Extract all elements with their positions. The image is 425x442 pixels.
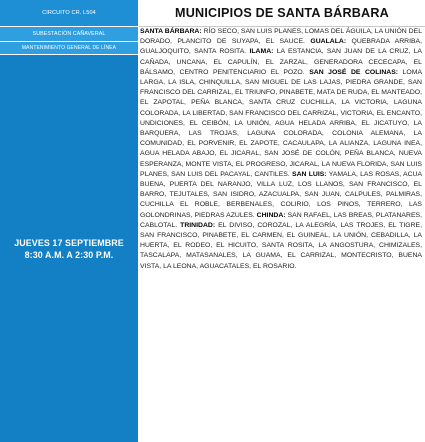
schedule-date: JUEVES 17 SEPTIEMBRE <box>14 237 124 248</box>
municipio-places: SAN RAFAEL, LAS BREAS, PLATANARES, CABLOTAL. <box>140 211 422 229</box>
municipio-places: EL DIVISO, COROZAL, LA ALEGRÍA, LAS TROJES, EL TIGRE, SAN FRANCISCO, PINABETE, EL CARMEN, EL GUINEAL, LA UNIÓN, CEBADILLA, LA HUERTA, EL RODEO, EL HICUITO, SANTA ROSITA, LA ANGOSTURA, CHIMIZALES, TASCALAPA, MATASANALES, LA GUAMA, EL CARRIZAL, MONTECRISTO, BUENA VISTA, LA LEONA, AGUACATALES, EL ROSARIO. <box>140 221 422 270</box>
municipio-name: SAN LUIS: <box>292 170 327 178</box>
substation-label: SUBESTACIÓN CAÑAVERAL <box>0 27 138 41</box>
municipio-name: CHINDA: <box>256 211 286 219</box>
municipio-places: RÍO SECO, SAN LUIS PLANES, LOMAS DEL ÁGUILA, LA UNIÓN DEL DORADO, PLANCITO DE SUYAPA, EL SAUCE. <box>140 28 422 46</box>
places-list <box>140 27 422 441</box>
municipio-places: YAMALA, LAS ROSAS, ACUA BUENA, PUERTA DEL NARANJO, VILLA LUZ, LOS LLANOS, SAN FRANCISCO, EL BARRO, TEJUTALES, SAN ISIDRO, AZACUALPA, SAN JUAN, CALPULES, PALMIRAS, CUCHILLA EL ROBLE, BERBENALES, COLIRIO, LOS PINOS, TERRERO, LAS GOLONDRINAS, PIEDRAS AZULES. <box>140 170 422 219</box>
municipio-places: LA ESTANCIA, SAN JUAN DE LA CRUZ, LA CAÑADA, UNCANA, EL CAPULÍN, EL ZARZAL, GENERADORA CECECAPA, EL BÁLSAMO, CENTRO PENITENCIARIO EL POZO. <box>140 48 422 76</box>
page-title: MUNICIPIOS DE SANTA BÁRBARA <box>175 6 389 20</box>
left-column <box>0 0 138 442</box>
municipio-name: SANTA BÁRBARA: <box>140 28 202 35</box>
schedule-time: 8:30 A.M. A 2:30 P.M. <box>24 249 114 260</box>
circuit-label: CIRCUITO CR. L504 <box>0 0 138 26</box>
title-bar <box>139 0 425 27</box>
municipio-places: LOMA LARGA, LA ISLA, CHINQUILLA, SAN MIGUEL DE LAS LAJAS, PIEDRA GRANDE, SAN FRANCISCO DEL CARRIZAL, EL TRIUNFO, PINABETE, MATA DE RUDA, EL MANTEADO, EL ZAPOTAL, PEÑA BLANCA, SANTA CRUZ CUCHILLA, LA VICTORIA, LAGUNA COLORADA, LA LIBERTAD, SAN FRANCISCO DEL CARRIZAL, VICTORIA, EL ENCANTO, UNDICIONES, EL CEIBÓN, LA UNIÓN, AGUA HELADA ARRIBA, EL JICATUYO, LA BARQUERA, LAS TROJAS, LAGUNA COLORADA, COLONIA ALEMANA, LA COMUNIDAD, EL PORVENIR, EL ZAPOTE, CACAULAPA, LA ALIANZA, LAGUNA INEA, AGUA HELADA ABAJO, EL JICARAL, SAN JOSÉ DE COLÓN, PEÑA BLANCA, NUEVA ESPERANZA, MONTE VISTA, EL PROGRESO, JICARAL, LA NUEVA FLORIDA, SAN LUIS PLANES, SAN LUIS DEL PACAYAL, CANTILES. <box>140 68 422 178</box>
municipio-name: SAN JOSÉ DE COLINAS: <box>309 68 399 76</box>
municipio-name: GUALALA: <box>310 38 347 46</box>
municipio-name: ILAMA: <box>249 48 274 56</box>
municipio-name: TRINIDAD: <box>180 221 216 229</box>
municipio-places: QUEBRADA ARRIBA, GUALJOQUITO, SANTA ROSITA. <box>140 38 422 56</box>
schedule-block <box>0 55 138 442</box>
maintenance-label: MANTENIMIENTO GENERAL DE LÍNEA <box>0 42 138 54</box>
